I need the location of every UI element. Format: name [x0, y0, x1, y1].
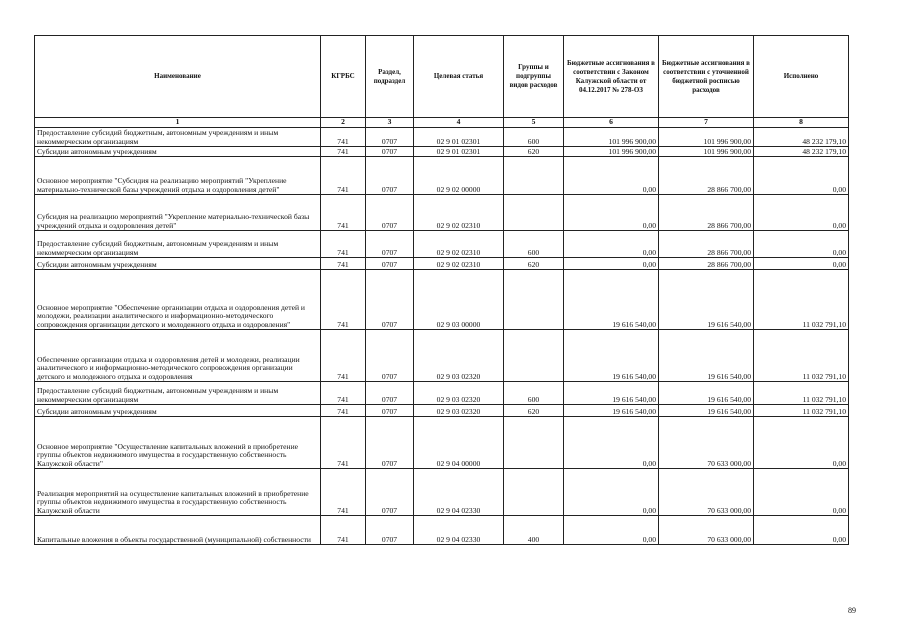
row-executed: 0,00: [754, 469, 849, 516]
row-group: [504, 417, 564, 469]
row-executed: 11 032 791,10: [754, 382, 849, 405]
row-target: 02 9 04 02330: [414, 516, 504, 545]
row-kgrbs: 741: [321, 469, 366, 516]
row-law: 101 996 900,00: [564, 147, 659, 157]
row-refined: 28 866 700,00: [659, 157, 754, 195]
row-group: [504, 157, 564, 195]
row-name: Основное мероприятие "Субсидия на реализацию мероприятий "Укрепление материально-технической базы учреждений отдыха и оздоровления детей": [35, 157, 321, 195]
row-section: 0707: [366, 195, 414, 231]
row-group: [504, 330, 564, 382]
row-section: 0707: [366, 469, 414, 516]
row-executed: 0,00: [754, 516, 849, 545]
row-target: 02 9 03 02320: [414, 382, 504, 405]
row-name: Реализация мероприятий на осуществление капитальных вложений в приобретение группы объектов недвижимого имущества в государственную собственность Калужской области: [35, 469, 321, 516]
row-law: 0,00: [564, 258, 659, 270]
table-row: [35, 231, 849, 258]
row-law: 0,00: [564, 195, 659, 231]
row-law: 0,00: [564, 157, 659, 195]
header-assign-law: Бюджетные ассигнования в соответствии с Законом Калужской области от 04.12.2017 № 278-ОЗ: [564, 36, 659, 118]
row-refined: 19 616 540,00: [659, 270, 754, 330]
row-refined: 19 616 540,00: [659, 382, 754, 405]
column-number: 7: [659, 118, 754, 128]
table-row: [35, 157, 849, 195]
header-assign-refined: Бюджетные ассигнования в соответствии с уточненной бюджетной росписью расходов: [659, 36, 754, 118]
row-kgrbs: 741: [321, 417, 366, 469]
row-target: 02 9 02 02310: [414, 231, 504, 258]
table-row: [35, 128, 849, 147]
page-number: 89: [848, 606, 856, 615]
row-kgrbs: 741: [321, 258, 366, 270]
column-number: 4: [414, 118, 504, 128]
column-number: 6: [564, 118, 659, 128]
row-group: 600: [504, 382, 564, 405]
column-number: 5: [504, 118, 564, 128]
row-law: 0,00: [564, 417, 659, 469]
row-executed: 11 032 791,10: [754, 405, 849, 417]
row-section: 0707: [366, 382, 414, 405]
row-section: 0707: [366, 516, 414, 545]
row-refined: 28 866 700,00: [659, 258, 754, 270]
table-row: [35, 270, 849, 330]
row-name: Субсидия на реализацию мероприятий "Укрепление материально-технической базы учреждений отдыха и оздоровления детей": [35, 195, 321, 231]
row-kgrbs: 741: [321, 195, 366, 231]
row-law: 0,00: [564, 231, 659, 258]
row-target: 02 9 04 00000: [414, 417, 504, 469]
row-section: 0707: [366, 417, 414, 469]
row-kgrbs: 741: [321, 147, 366, 157]
table-row: [35, 417, 849, 469]
row-name: Предоставление субсидий бюджетным, автономным учреждениям и иным некоммерческим организациям: [35, 128, 321, 147]
row-kgrbs: 741: [321, 382, 366, 405]
header-row: [35, 36, 849, 118]
row-name: Предоставление субсидий бюджетным, автономным учреждениям и иным некоммерческим организациям: [35, 231, 321, 258]
row-target: 02 9 02 02310: [414, 258, 504, 270]
row-kgrbs: 741: [321, 330, 366, 382]
row-section: 0707: [366, 231, 414, 258]
row-refined: 101 996 900,00: [659, 128, 754, 147]
row-target: 02 9 01 02301: [414, 147, 504, 157]
row-group: 620: [504, 405, 564, 417]
row-executed: 0,00: [754, 258, 849, 270]
row-group: [504, 195, 564, 231]
row-refined: 70 633 000,00: [659, 469, 754, 516]
row-refined: 70 633 000,00: [659, 516, 754, 545]
header-groups: Группы и подгруппы видов расходов: [504, 36, 564, 118]
row-refined: 70 633 000,00: [659, 417, 754, 469]
row-name: Основное мероприятие "Обеспечение организации отдыха и оздоровления детей и молодежи, реализации аналитического и информационно-методического сопровождения организации детского и молодежного отдыха и оздоровления": [35, 270, 321, 330]
table-row: [35, 405, 849, 417]
row-section: 0707: [366, 405, 414, 417]
row-refined: 19 616 540,00: [659, 405, 754, 417]
row-kgrbs: 741: [321, 157, 366, 195]
row-group: 620: [504, 147, 564, 157]
row-refined: 19 616 540,00: [659, 330, 754, 382]
column-number: 8: [754, 118, 849, 128]
row-executed: 0,00: [754, 195, 849, 231]
row-section: 0707: [366, 270, 414, 330]
table-row: [35, 516, 849, 545]
row-law: 19 616 540,00: [564, 330, 659, 382]
row-executed: 48 232 179,10: [754, 128, 849, 147]
row-name: Основное мероприятие "Осуществление капитальных вложений в приобретение группы объектов недвижимого имущества в государственную собственность Калужской области": [35, 417, 321, 469]
row-target: 02 9 01 02301: [414, 128, 504, 147]
row-law: 101 996 900,00: [564, 128, 659, 147]
row-law: 19 616 540,00: [564, 270, 659, 330]
column-number: 2: [321, 118, 366, 128]
row-name: Субсидии автономным учреждениям: [35, 405, 321, 417]
row-target: 02 9 04 02330: [414, 469, 504, 516]
row-section: 0707: [366, 157, 414, 195]
header-kgrbs: КГРБС: [321, 36, 366, 118]
row-law: 19 616 540,00: [564, 405, 659, 417]
row-target: 02 9 03 02320: [414, 405, 504, 417]
row-group: 620: [504, 258, 564, 270]
header-name: Наименование: [35, 36, 321, 118]
row-executed: 0,00: [754, 417, 849, 469]
row-section: 0707: [366, 147, 414, 157]
row-group: 600: [504, 128, 564, 147]
row-executed: 0,00: [754, 157, 849, 195]
row-target: 02 9 03 02320: [414, 330, 504, 382]
row-executed: 11 032 791,10: [754, 270, 849, 330]
row-kgrbs: 741: [321, 516, 366, 545]
column-number-row: [35, 118, 849, 128]
row-section: 0707: [366, 258, 414, 270]
row-refined: 101 996 900,00: [659, 147, 754, 157]
table-row: [35, 195, 849, 231]
table-row: [35, 469, 849, 516]
row-executed: 0,00: [754, 231, 849, 258]
row-target: 02 9 03 00000: [414, 270, 504, 330]
table-row: [35, 330, 849, 382]
row-name: Субсидии автономным учреждениям: [35, 258, 321, 270]
row-executed: 48 232 179,10: [754, 147, 849, 157]
row-group: 400: [504, 516, 564, 545]
row-kgrbs: 741: [321, 405, 366, 417]
row-group: 600: [504, 231, 564, 258]
row-section: 0707: [366, 128, 414, 147]
row-kgrbs: 741: [321, 231, 366, 258]
row-kgrbs: 741: [321, 270, 366, 330]
row-name: Субсидии автономным учреждениям: [35, 147, 321, 157]
row-law: 0,00: [564, 516, 659, 545]
row-target: 02 9 02 02310: [414, 195, 504, 231]
row-refined: 28 866 700,00: [659, 231, 754, 258]
budget-table: [34, 35, 849, 545]
row-kgrbs: 741: [321, 128, 366, 147]
table-row: [35, 382, 849, 405]
row-group: [504, 469, 564, 516]
row-executed: 11 032 791,10: [754, 330, 849, 382]
column-number: 1: [35, 118, 321, 128]
row-law: 0,00: [564, 469, 659, 516]
header-executed: Исполнено: [754, 36, 849, 118]
header-target: Целевая статья: [414, 36, 504, 118]
row-group: [504, 270, 564, 330]
column-number: 3: [366, 118, 414, 128]
header-section: Раздел, подраздел: [366, 36, 414, 118]
row-name: Обеспечение организации отдыха и оздоровления детей и молодежи, реализации аналитического и информационно-методического сопровождения организации детского и молодежного отдыха и оздоровления: [35, 330, 321, 382]
row-refined: 28 866 700,00: [659, 195, 754, 231]
row-law: 19 616 540,00: [564, 382, 659, 405]
table-row: [35, 258, 849, 270]
row-section: 0707: [366, 330, 414, 382]
table-row: [35, 147, 849, 157]
row-name: Капитальные вложения в объекты государственной (муниципальной) собственности: [35, 516, 321, 545]
row-name: Предоставление субсидий бюджетным, автономным учреждениям и иным некоммерческим организациям: [35, 382, 321, 405]
row-target: 02 9 02 00000: [414, 157, 504, 195]
